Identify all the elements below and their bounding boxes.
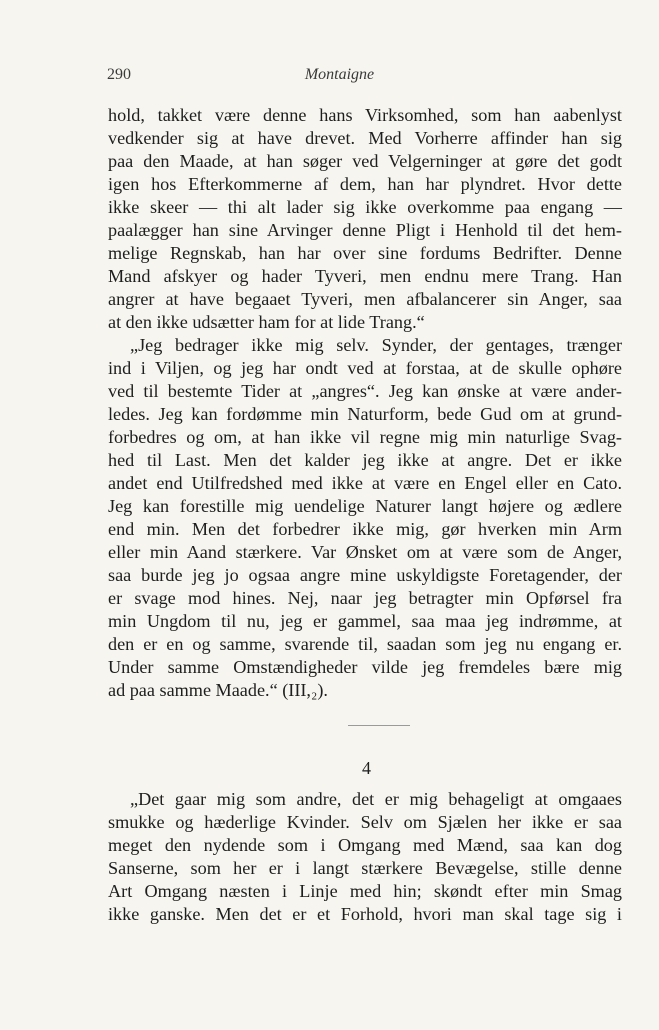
text-line: Mand afskyer og hader Tyveri, men endnu mere Trang. Han [108, 266, 622, 286]
section-divider [348, 725, 410, 726]
text-line: melige Regnskab, han har over sine fordums Bedrifter. Denne [108, 243, 622, 263]
text-line: ikke skeer — thi alt lader sig ikke overkomme paa engang — [108, 197, 622, 217]
text-line: angrer at have begaaet Tyveri, men afbalancerer sin Anger, saa [108, 289, 622, 309]
section-number: 4 [362, 758, 371, 778]
text-line: Sanserne, som her er i langt stærkere Bevægelse, stille denne [108, 858, 622, 878]
text-line: ikke ganske. Men det er et Forhold, hvori man skal tage sig i [108, 904, 622, 924]
text-line: meget den nydende som i Omgang med Mænd, saa kan dog [108, 835, 622, 855]
text-line: smukke og hæderlige Kvinder. Selv om Sjælen her ikke er saa [108, 812, 622, 832]
text-line: end min. Men det forbedrer ikke mig, gør hverken min Arm [108, 519, 622, 539]
text-line: eller min Aand stærkere. Var Ønsket om at være som de Anger, [108, 542, 622, 562]
text-line: saa burde jeg jo ogsaa angre mine uskyldigste Foretagender, der [108, 565, 622, 585]
text-line: andet end Utilfredshed med ikke at være en Engel eller en Cato. [108, 473, 622, 493]
text-line: vedkender sig at have drevet. Med Vorherre affinder han sig [108, 128, 622, 148]
text-line: at den ikke udsætter ham for at lide Trang.“ [108, 312, 425, 332]
text-line: hed til Last. Men det kalder jeg ikke at angre. Det er ikke [108, 450, 622, 470]
running-head: Montaigne [304, 66, 375, 83]
text-line: paa den Maade, at han søger ved Velgerninger at gøre det godt [108, 151, 622, 171]
text-line: den er en og samme, svarende til, saadan som jeg nu engang er. [108, 634, 622, 654]
text-line: ad paa samme Maade.“ (III,₂). [108, 680, 328, 700]
text-line: paalægger han sine Arvinger denne Pligt i Henhold til det hem- [108, 220, 622, 240]
text-line: ledes. Jeg kan fordømme min Naturform, bede Gud om at grund- [108, 404, 622, 424]
text-line: „Jeg bedrager ikke mig selv. Synder, der gentages, trænger [130, 335, 622, 355]
text-line: forbedres og om, at han ikke vil regne mig min naturlige Svag- [108, 427, 622, 447]
text-line: min Ungdom til nu, jeg er gammel, saa maa jeg indrømme, at [108, 611, 622, 631]
text-line: Jeg kan forestille mig uendelige Naturer langt højere og ædlere [108, 496, 622, 516]
page-number: 290 [107, 66, 131, 83]
text-line: hold, takket være denne hans Virksomhed, som han aabenlyst [108, 105, 622, 125]
text-line: ved til bestemte Tider at „angres“. Jeg kan ønske at være ander- [108, 381, 622, 401]
text-line: er svage mod hines. Nej, naar jeg betragter min Opførsel fra [108, 588, 622, 608]
text-line: ind i Viljen, og jeg har ondt ved at forstaa, at de skulle ophøre [108, 358, 622, 378]
text-line: Under samme Omstændigheder vilde jeg fremdeles bære mig [108, 657, 622, 677]
text-line: Art Omgang næsten i Linje med hin; skøndt efter min Smag [108, 881, 622, 901]
text-line: igen hos Efterkommerne af dem, han har plyndret. Hvor dette [108, 174, 622, 194]
text-line: „Det gaar mig som andre, det er mig behageligt at omgaaes [130, 789, 622, 809]
